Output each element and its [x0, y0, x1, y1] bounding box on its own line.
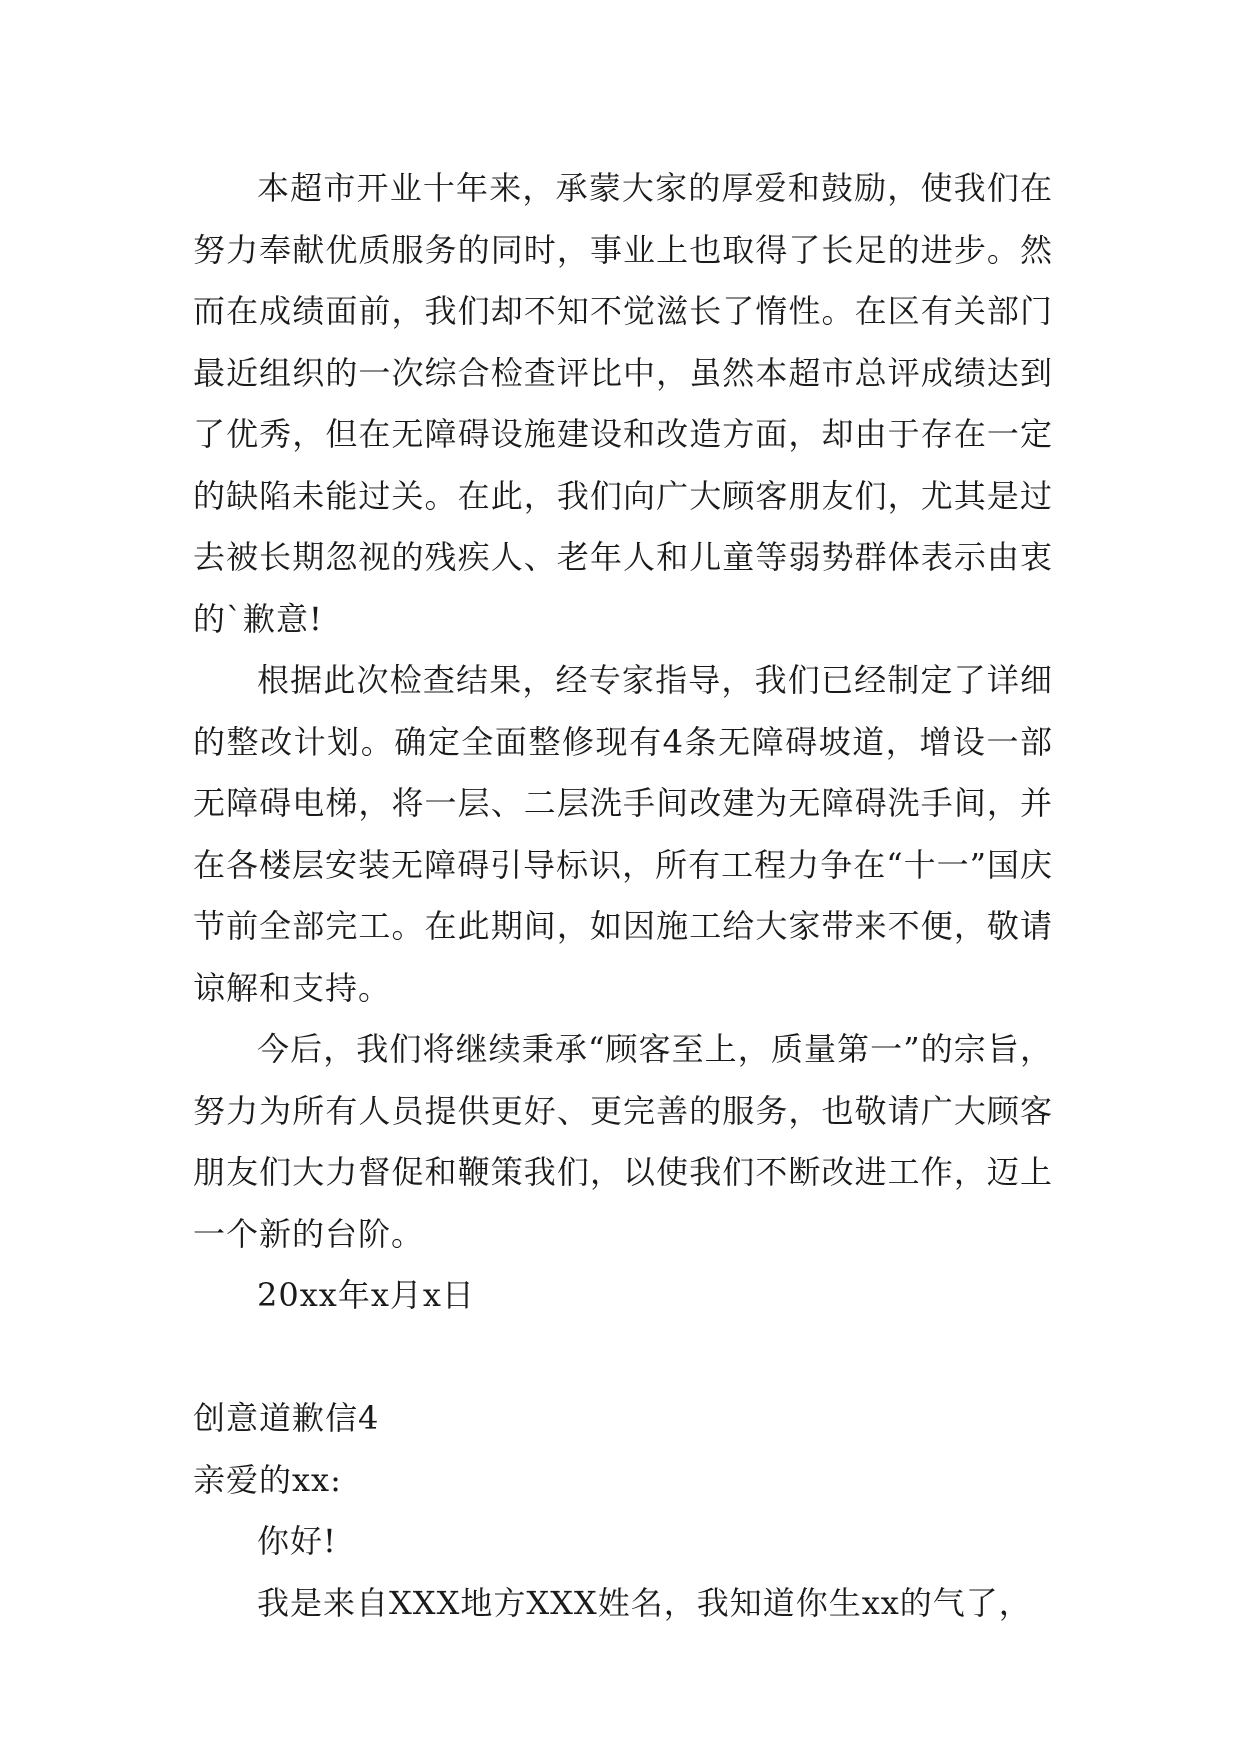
- document-body: [193, 158, 1053, 1634]
- salutation: 亲爱的xx:: [193, 1460, 342, 1499]
- opening-line: 我是来自XXX地方XXX姓名，我知道你生xx的气了，: [257, 1583, 1032, 1622]
- paragraph-apology: 本超市开业十年来，承蒙大家的厚爱和鼓励，使我们在努力奉献优质服务的同时，事业上也取得了长足的进步。然而在成绩面前，我们却不知不觉滋长了惰性。在区有关部门最近组织的一次综合检查评比中，虽然本超市总评成绩达到了优秀，但在无障碍设施建设和改造方面，却由于存在一定的缺陷未能过关。在此，我们向广大顾客朋友们，尤其是过去被长期忽视的残疾人、老年人和儿童等弱势群体表示由衷的`歉意!: [193, 169, 1053, 638]
- section-title: 创意道歉信4: [193, 1399, 380, 1437]
- paragraph-rectification-plan: 根据此次检查结果，经专家指导，我们已经制定了详细的整改计划。确定全面整修现有4条无障碍坡道，增设一部无障碍电梯，将一层、二层洗手间改建为无障碍洗手间，并在各楼层安装无障碍引导标识，所有工程力争在“十一”国庆节前全部完工。在此期间，如因施工给大家带来不便，敬请谅解和支持。: [193, 661, 1053, 1007]
- paragraph-commitment: 今后，我们将继续秉承“顾客至上，质量第一”的宗旨，努力为所有人员提供更好、更完善的服务，也敬请广大顾客朋友们大力督促和鞭策我们，以使我们不断改进工作，迈上一个新的台阶。: [193, 1030, 1053, 1253]
- blank-line: [193, 1327, 1053, 1389]
- letter-date: 20xx年x月x日: [257, 1276, 475, 1314]
- greeting: 你好!: [257, 1522, 337, 1560]
